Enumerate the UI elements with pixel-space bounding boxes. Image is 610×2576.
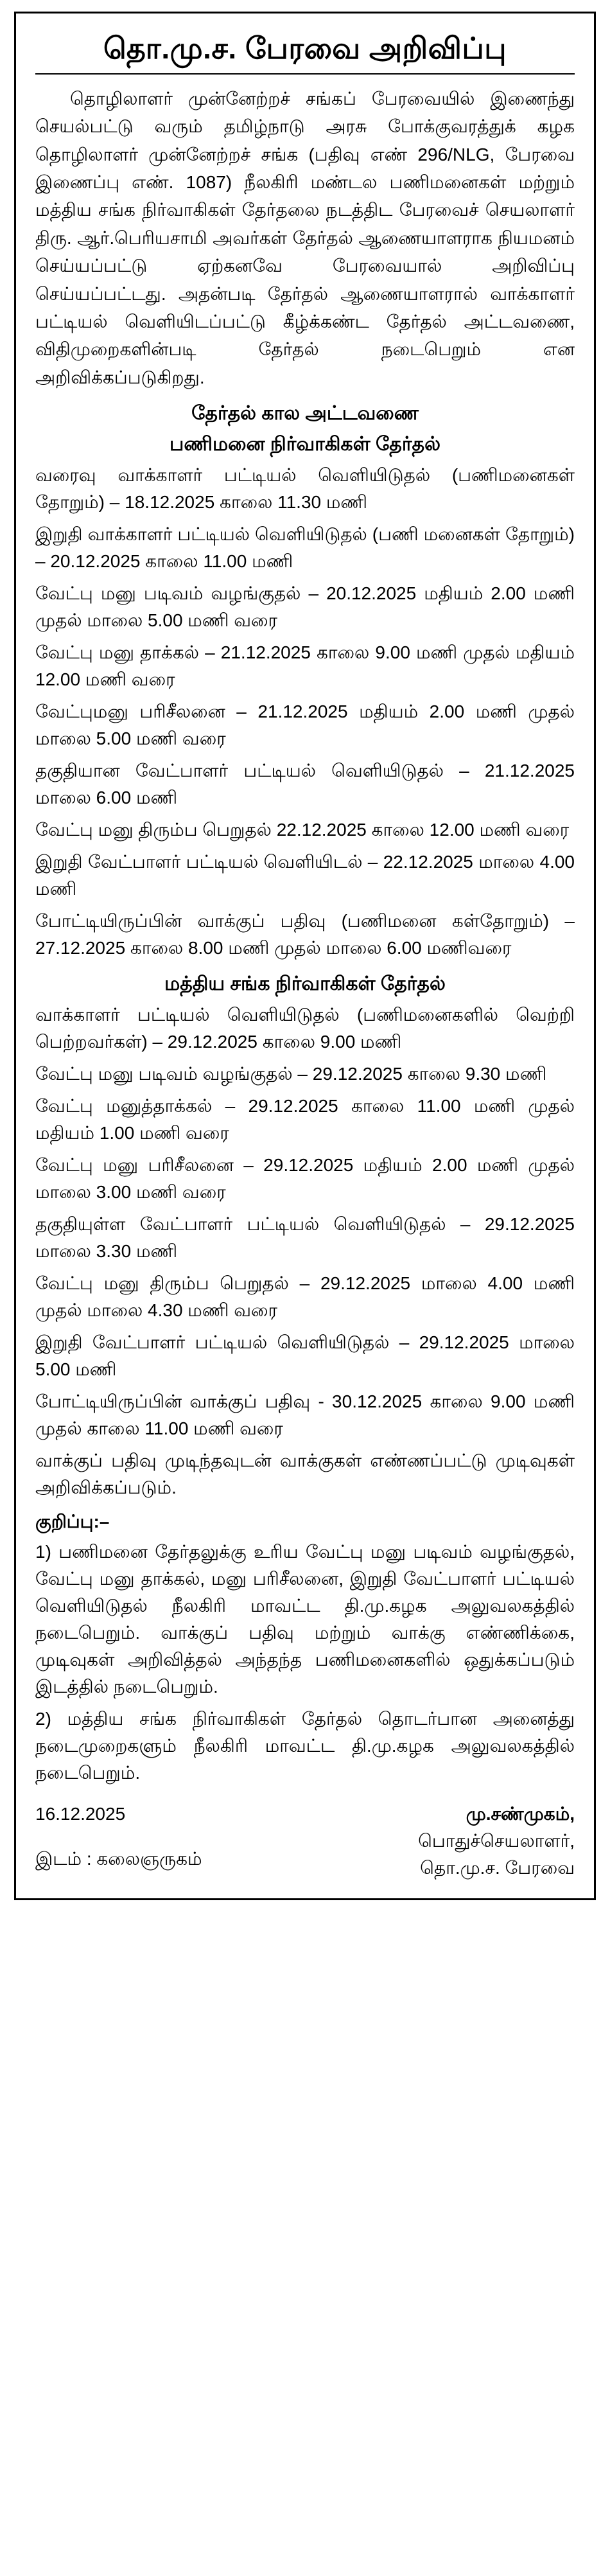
list-item: போட்டியிருப்பின் வாக்குப் பதிவு - 30.12.2025 காலை 9.00 மணி முதல் காலை 11.00 மணி வரை [35, 1391, 575, 1439]
signatory-name: மு.சண்முகம், [466, 1804, 575, 1824]
list-item: வாக்குப் பதிவு முடிந்தவுடன் வாக்குகள் எண்ணப்பட்டு முடிவுகள் அறிவிக்கப்படும். [35, 1451, 575, 1498]
schedule-list-branch [35, 462, 575, 962]
list-item: இறுதி வாக்காளர் பட்டியல் வெளியிடுதல் (பணி மனைகள் தோறும்) – 20.12.2025 காலை 11.00 மணி [35, 524, 575, 572]
notice-sheet [14, 12, 596, 1900]
signatory-organisation: தொ.மு.ச. பேரவை [420, 1858, 575, 1878]
list-item: இறுதி வேட்பாளர் பட்டியல் வெளியிடல் – 22.12.2025 மாலை 4.00 மணி [35, 852, 575, 899]
list-item: வேட்பு மனு திரும்ப பெறுதல் – 29.12.2025 மாலை 4.00 மணி முதல் மாலை 4.30 மணி வரை [35, 1273, 575, 1321]
schedule-heading: தேர்தல் கால அட்டவணை [191, 403, 419, 425]
list-item: வரைவு வாக்காளர் பட்டியல் வெளியிடுதல் (பணிமனைகள் தோறும்) – 18.12.2025 காலை 11.30 மணி [35, 465, 575, 513]
list-item: வேட்பு மனு படிவம் வழங்குதல் – 20.12.2025 மதியம் 2.00 மணி முதல் மாலை 5.00 மணி வரை [35, 583, 575, 631]
list-item: வேட்பு மனு பரிசீலனை – 29.12.2025 மதியம் 2.00 மணி முதல் மாலை 3.00 மணி வரை [35, 1155, 575, 1203]
list-item: வாக்காளர் பட்டியல் வெளியிடுதல் (பணிமனைகளில் வெற்றி பெற்றவர்கள்) – 29.12.2025 காலை 9.00 மணி [35, 1005, 575, 1052]
note-item: 2) மத்திய சங்க நிர்வாகிகள் தேர்தல் தொடர்பான அனைத்து நடைமுறைகளும் நீலகிரி மாவட்ட தி.மு.கழக அலுவலகத்தில் நடைபெறும். [35, 1709, 575, 1783]
list-item: வேட்பு மனு திரும்ப பெறுதல் 22.12.2025 காலை 12.00 மணி வரை [35, 820, 570, 840]
page-title: தொ.மு.ச. பேரவை அறிவிப்பு [103, 31, 507, 65]
note-item: 1) பணிமனை தேர்தலுக்கு உரிய வேட்பு மனு படிவம் வழங்குதல், வேட்பு மனு தாக்கல், மனு பரிசீலனை, இறுதி வேட்பாளர் பட்டியல் வெளியிடுதல் நீலகிரி மாவட்ட தி.மு.கழக அலுவலகத்தில் நடைபெறும். வாக்குப் பதிவு மற்றும் வாக்கு எண்ணிக்கை, முடிவுகள் அறிவித்தல் அந்தந்த பணிமனைகளில் ஒதுக்கப்படும் இடத்தில் நடைபெறும். [35, 1542, 575, 1697]
notes-heading: குறிப்பு:– [35, 1512, 110, 1532]
title-divider [35, 73, 575, 75]
intro-paragraph: தொழிலாளர் முன்னேற்றச் சங்கப் பேரவையில் இணைந்து செயல்பட்டு வரும் தமிழ்நாடு அரசு போக்குவரத்துக் கழக தொழிலாளர் முன்னேற்றச் சங்க (பதிவு எண் 296/NLG, பேரவை இணைப்பு எண். 1087) நீலகிரி மண்டல பணிமனைகள் மற்றும் மத்திய சங்க நிர்வாகிகள் தேர்தலை நடத்திட பேரவைச் செயலாளர் திரு. ஆர்.பெரியசாமி அவர்கள் தேர்தல் ஆணையாளராக நியமனம் செய்யப்பட்டு ஏற்கனவே பேரவையால் அறிவிப்பு செய்யப்பட்டது. அதன்படி தேர்தல் ஆணையாளரால் வாக்காளர் பட்டியல் வெளியிடப்பட்டு கீழ்க்கண்ட தேர்தல் அட்டவணை, விதிமுறைகளின்படி தேர்தல் நடைபெறும் என அறிவிக்கப்படுகிறது. [35, 88, 575, 387]
list-item: போட்டியிருப்பின் வாக்குப் பதிவு (பணிமனை கள்தோறும்) – 27.12.2025 காலை 8.00 மணி முதல் மாலை 6.00 மணிவரை [35, 911, 575, 958]
section-heading-central-election: மத்திய சங்க நிர்வாகிகள் தேர்தல் [164, 973, 446, 995]
list-item: தகுதியுள்ள வேட்பாளர் பட்டியல் வெளியிடுதல் – 29.12.2025 மாலை 3.30 மணி [35, 1214, 575, 1262]
list-item: வேட்பு மனு தாக்கல் – 21.12.2025 காலை 9.00 மணி முதல் மதியம் 12.00 மணி வரை [35, 642, 575, 690]
section-heading-branch-election: பணிமனை நிர்வாகிகள் தேர்தல் [170, 434, 440, 455]
issue-date: 16.12.2025 [35, 1804, 126, 1824]
footer [35, 1801, 575, 1882]
list-item: வேட்பு மனுத்தாக்கல் – 29.12.2025 காலை 11.00 மணி முதல் மதியம் 1.00 மணி வரை [35, 1096, 575, 1143]
footer-signature [418, 1801, 575, 1882]
issue-place: இடம் : கலைஞருகம் [35, 1849, 202, 1869]
list-item: வேட்புமனு பரிசீலனை – 21.12.2025 மதியம் 2.00 மணி முதல் மாலை 5.00 மணி வரை [35, 701, 575, 749]
schedule-list-central [35, 1001, 575, 1501]
list-item: இறுதி வேட்பாளர் பட்டியல் வெளியிடுதல் – 29.12.2025 மாலை 5.00 மணி [35, 1332, 575, 1380]
list-item: வேட்பு மனு படிவம் வழங்குதல் – 29.12.2025 காலை 9.30 மணி [35, 1064, 547, 1084]
footer-left [35, 1801, 202, 1873]
signatory-title: பொதுச்செயலாளர், [418, 1831, 575, 1851]
list-item: தகுதியான வேட்பாளர் பட்டியல் வெளியிடுதல் – 21.12.2025 மாலை 6.00 மணி [35, 761, 575, 808]
